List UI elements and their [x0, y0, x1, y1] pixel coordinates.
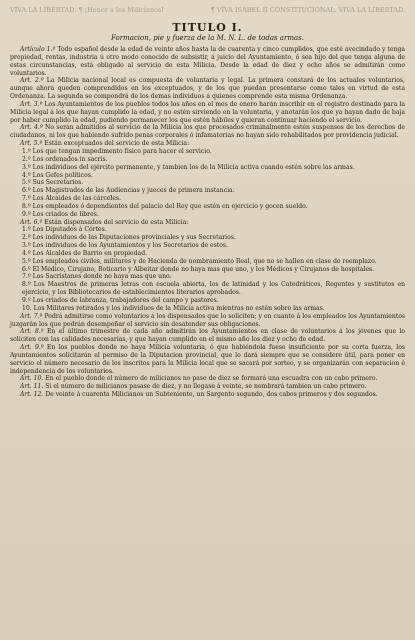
section-subtitle: Formacion, pie y fuerza de la M. N. L. de todas armas. — [111, 34, 304, 42]
article-text: Todo español desde la edad de veinte años hasta la de cuarenta y cinco cumplidos, que esté avecindado y tenga propiedad, rentas, industria ú otro modo conocido de subsistir, á juicio del Ayuntamiento, ó sea hijo del que tenga alguna de estas circunstancias, está obligado al servicio de esta Milicia. Desde la edad de diez y ocho años se admitirán como voluntarios. — [10, 46, 405, 77]
article-label: Art. 11. — [20, 383, 44, 391]
list-item: 8.º Los empleados ó dependientes del palacio del Rey que estén en ejercicio y gocen sueldo. — [22, 202, 308, 210]
list-item: 4.º Los Gefes políticos. — [22, 171, 93, 179]
article-paragraph — [10, 391, 405, 399]
article-paragraph — [10, 101, 405, 125]
article-paragraph — [10, 46, 405, 77]
list-item: 9.º Los criados de labranza, trabajadores del campo y pastores. — [22, 297, 219, 304]
article-text: No serán admitidos al servicio de la Milicia los que procesados criminalmente estén suspensos de los derechos de ciudadanos, ni los que habiendo sufrido penas corporales ó infamatorias no hayan sido rehabilitados por providencia judicial. — [10, 124, 405, 140]
article-text: Están dispensados del servicio de esta Milicia: — [42, 218, 189, 226]
article-text: En el último trimestre de cada año admitirán los Ayuntamientos en clase de voluntarios á los jóvenes que lo soliciten con las calidades necesarias, y que hayan cumplido en el mismo año los diez y ocho de edad. — [10, 328, 405, 344]
list-item: 1.º Los que tengan impedimento físico para hacer el servicio. — [22, 147, 212, 155]
list-item: 3.º Los individuos del ejército permanente, y tambien los de la Milicia activa cuando estén sobre las armas. — [22, 163, 355, 171]
section-title: TITULO I. — [172, 21, 243, 34]
article-label: Art. 5.º — [20, 140, 43, 148]
article-text: Si el número de milicianos pasase de diez, y no llegase á veinte, se nombrará tambien un cabo primero. — [43, 383, 367, 391]
list-item: 10. Los Militares retirados y los individuos de la Milicia activa mientras no estén sobre las armas. — [22, 304, 325, 312]
article-label: Art. 9.º — [20, 344, 44, 352]
article-paragraph — [10, 344, 405, 375]
list-item: 5.º Sus Secretarios. — [22, 179, 84, 187]
article-label: Art. 4.º — [20, 124, 43, 132]
article-label: Art. 10. — [20, 375, 44, 383]
list-item: 2.º Los individuos de las Diputaciones provinciales y sus Secretarios. — [22, 234, 236, 242]
article-label: Art. 12. — [20, 391, 44, 399]
article-paragraph — [10, 313, 405, 329]
article-text: La Milicia nacional local es compuesta de voluntaria y legal. La primera constará de los actuales voluntarios, aunque ahora queden comprendidos en los exceptuados, y de los que puedan presentarse como tales en virtud de esta Ordenanza. La segunda se compondrá de los demas individuos á quienes comprende esta misma Ordenanza. — [10, 77, 405, 101]
list-item: 7.º Los Alcaides de las cárceles. — [22, 195, 121, 203]
list-item: 2.º Los ordenados in sacris. — [22, 155, 108, 163]
bleed-left: VIVA LA LIBERTAD. ¶ ¡Honor a los Milicianos! — [10, 6, 164, 14]
article-label: Art. 8.º — [20, 328, 44, 336]
bleed-right: ¶ VIVA ISABEL II CONSTITUCIONAL. VIVA LA LIBERTAD. — [210, 6, 405, 14]
article-paragraph — [10, 77, 405, 101]
document-body — [10, 46, 405, 399]
article-text: Están exceptuados del servicio de esta Milicia: — [42, 140, 190, 148]
article-label: Art. 3.º — [20, 100, 43, 108]
list-item: 4.º Los Alcaldes de Barrio en propiedad. — [22, 249, 148, 257]
list-item: 9.º Los criados de libres. — [22, 210, 99, 218]
article-text: Los Ayuntamientos de los pueblos todos los años en el mes de enero harán inscribir en el registro destinado para la Milicia legal á los que hayan cumplido la edad, y no estén sirviendo en la voluntaria, y anotarán los que ya hayan dado de baja por haber cumplido la edad, pudiendo permanecer los que estén hábiles y quieran continuar haciendo el servicio. — [10, 100, 405, 124]
article-paragraph — [10, 328, 405, 344]
list-item: 8.º Los Maestros de primeras letras con escuela abierta, los de latinidad y los Catedráticos, Regentes y sustitutos en ejercicio, y los Bibliotecarios de establecimientos literarios aprobados. — [22, 281, 405, 297]
article-paragraph — [10, 383, 405, 391]
article-label: Art. 7.º — [20, 312, 43, 320]
article-text: Podrá admitirse como voluntarios á los dispensados que lo soliciten; y en cuanto á los empleados los Ayuntamientos juzgarán los que podrán desempeñar el servicio sin desatender sus obligaciones. — [10, 312, 405, 328]
article-label: Art. 2.º — [20, 77, 44, 85]
list-item: 6.º Los Magistrados de las Audiencias y jueces de primera instancia. — [22, 187, 235, 195]
article-paragraph — [10, 140, 405, 148]
list-item: 6.º El Médico, Cirujano, Boticario y Albeitar donde no haya mas que uno, y los Médicos y Cirujanos de hospitales. — [22, 265, 375, 273]
article-paragraph — [10, 219, 405, 227]
article-text: De veinte á cuarenta Milicianos un Subteniente, un Sargento segundo, dos cabos primeros y dos segundos. — [43, 391, 378, 399]
article-paragraph — [10, 124, 405, 140]
bleed-through-text — [10, 6, 405, 22]
article-label: Art. 6.º — [20, 218, 43, 226]
list-item: 7.º Los Sacristanes donde no haya mas que uno. — [22, 273, 172, 281]
article-label: Artículo 1.º — [20, 46, 56, 53]
list-item: 3.º Los individuos de los Ayuntamientos y los Secretarios de estos. — [22, 242, 228, 250]
article-text: En los pueblos donde no haya Milicia voluntaria, ó que habiéndola fuese insuficiente por su corta fuerza, los Ayuntamientos solicitarán el permiso de la Diputacion provincial, que lo dará siempre que se considere útil, para poner en servicio el número necesario de los inscritos para la Milicia local que se sacará por sorteo, y se organizarán con separacion é independencia de los voluntarios. — [10, 344, 405, 375]
article-paragraph — [10, 375, 405, 383]
list-item: 5.º Los empleados civiles, militares y de Hacienda de nombramiento Real, que no se hallen en clase de reemplazo. — [22, 257, 377, 265]
list-item: 1.º Los Diputados á Córtes. — [22, 226, 107, 234]
article-text: En el pueblo donde el número de milicianos no pase de diez se formará una escuadra con un cabo primero. — [43, 375, 378, 383]
